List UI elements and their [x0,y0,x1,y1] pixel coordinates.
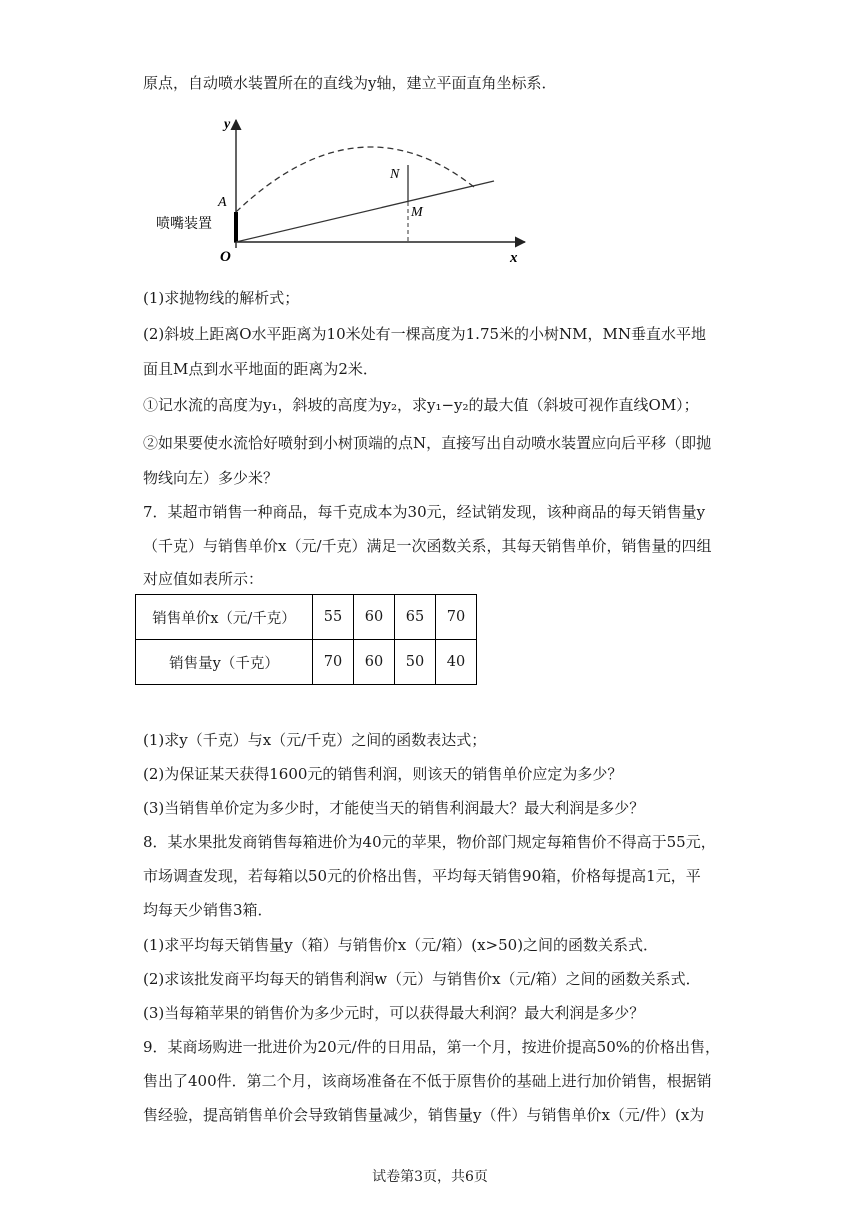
q8-part3: (3)当每箱苹果的销售价为多少元时，可以获得最大利润？最大利润是多少？ [143,1004,645,1022]
q7-line3: 对应值如表所示： [143,570,264,588]
coordinate-figure [156,108,540,268]
label-a: A [218,195,227,210]
label-y: y [224,117,231,132]
label-x: x [510,250,518,266]
q8-part1: (1)求平均每天销售量y（箱）与销售价x（元/箱）(x>50)之间的函数关系式． [143,936,659,954]
slope-line-om [236,181,494,242]
q8-part2: (2)求该批发商平均每天的销售利润w（元）与销售价x（元/箱）之间的函数关系式． [143,970,701,988]
q9-line3: 售经验，提高销售单价会导致销售量减少，销售量y（件）与销售单价x（元/件）(x为 [143,1106,705,1124]
table-row-header: 销售量y（千克） [136,640,313,685]
q6-part2-line1: (2)斜坡上距离O水平距离为10米处有一棵高度为1.75米的小树NM，MN垂直水平地 [143,325,707,343]
page-footer: 试卷第3页，共6页 [372,1169,488,1185]
q8-line3: 均每天少销售3箱． [143,901,273,919]
table-cell: 65 [395,595,436,640]
nozzle-label: 喷嘴装置 [156,216,212,232]
water-parabola [236,147,474,212]
q6-part2-line2: 面且M点到水平地面的距离为2米． [143,360,378,378]
table-cell: 40 [436,640,477,685]
table-cell: 50 [395,640,436,685]
price-sales-table [135,594,477,685]
q6-part1: (1)求抛物线的解析式； [143,289,300,307]
label-o: O [220,249,231,265]
table-cell: 70 [436,595,477,640]
table-cell: 60 [354,595,395,640]
q7-part3: (3)当销售单价定为多少时，才能使当天的销售利润最大？最大利润是多少？ [143,799,645,817]
table-row-header: 销售单价x（元/千克） [136,595,313,640]
q8-line2: 市场调查发现，若每箱以50元的价格出售，平均每天销售90箱，价格每提高1元，平 [143,867,701,885]
q6-sub2-line2: 物线向左）多少米？ [143,469,279,487]
q6-sub2-line1: ②如果要使水流恰好喷射到小树顶端的点N，直接写出自动喷水装置应向后平移（即抛 [143,434,712,452]
table-cell: 55 [313,595,354,640]
label-m: M [411,205,423,220]
q9-line1: 9．某商场购进一批进价为20元/件的日用品，第一个月，按进价提高50%的价格出售， [143,1038,721,1056]
q7-line1: 7．某超市销售一种商品，每千克成本为30元，经试销发现，该种商品的每天销售量y [143,503,706,521]
label-n: N [390,167,400,182]
q7-part2: (2)为保证某天获得1600元的销售利润，则该天的销售单价应定为多少？ [143,765,623,783]
table-cell: 60 [354,640,395,685]
table-row [136,595,477,640]
table-row [136,640,477,685]
intro-line: 原点，自动喷水装置所在的直线为y轴，建立平面直角坐标系． [143,74,557,92]
q9-line2: 售出了400件．第二个月，该商场准备在不低于原售价的基础上进行加价销售，根据销 [143,1072,712,1090]
q8-line1: 8．某水果批发商销售每箱进价为40元的苹果，物价部门规定每箱售价不得高于55元， [143,833,716,851]
table-cell: 70 [313,640,354,685]
q7-part1: (1)求y（千克）与x（元/千克）之间的函数表达式； [143,731,487,749]
q7-line2: （千克）与销售单价x（元/千克）满足一次函数关系，其每天销售单价，销售量的四组 [143,537,712,555]
q6-sub1: ①记水流的高度为y₁，斜坡的高度为y₂，求y₁−y₂的最大值（斜坡可视作直线OM）； [143,396,699,414]
